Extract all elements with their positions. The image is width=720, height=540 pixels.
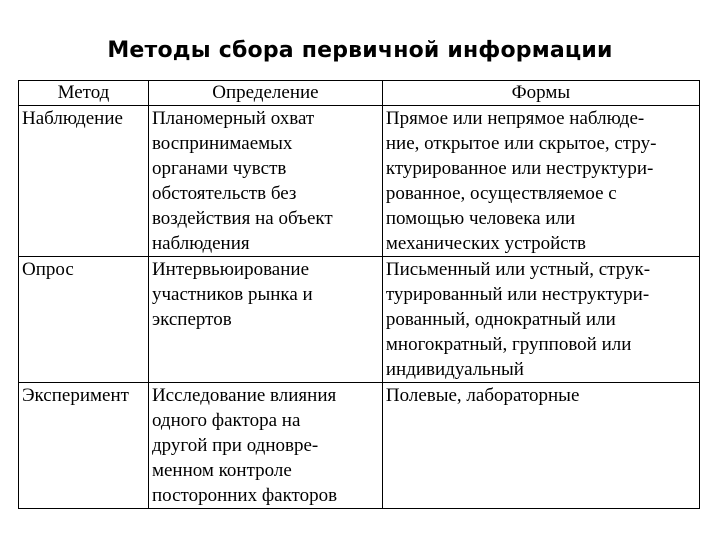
header-method: Метод	[19, 81, 149, 106]
definition-line: менном контроле	[151, 460, 292, 481]
definition-line: одного фактора на	[151, 410, 301, 431]
cell-definition	[148, 383, 382, 509]
cell-method: Наблюдение	[19, 106, 149, 257]
forms-line: многократный, групповой или	[385, 334, 632, 355]
forms-line: ние, открытое или скрытое, стру-	[385, 133, 657, 154]
table-row-survey	[19, 257, 700, 383]
cell-forms	[382, 383, 699, 509]
forms-line: рованный, однократный или	[385, 309, 616, 330]
definition-line: другой при одновре-	[151, 435, 319, 456]
header-definition: Определение	[148, 81, 382, 106]
definition-line: органами чувств	[151, 158, 287, 179]
forms-line: механических устройств	[385, 233, 586, 254]
methods-table	[18, 80, 700, 509]
forms-line: Прямое или непрямое наблюде-	[385, 108, 645, 129]
forms-line: рованное, осуществляемое с	[385, 183, 617, 204]
forms-line: помощью человека или	[385, 208, 576, 229]
page-title: Методы сбора первичной информации	[107, 38, 613, 63]
cell-method: Эксперимент	[19, 383, 149, 509]
cell-definition	[148, 257, 382, 383]
table-row-observation	[19, 106, 700, 257]
definition-line: Планомерный охват	[151, 108, 315, 129]
cell-forms	[382, 257, 699, 383]
forms-line: Полевые, лабораторные	[385, 385, 580, 406]
definition-line: участников рынка и	[151, 284, 313, 305]
table-header-row	[19, 81, 700, 106]
definition-line: Интервьюирование	[151, 259, 309, 280]
definition-line: Исследование влияния	[151, 385, 337, 406]
definition-line: наблюдения	[151, 233, 250, 254]
definition-line: посторонних факторов	[151, 485, 338, 506]
definition-line: обстоятельств без	[151, 183, 297, 204]
definition-line: экспертов	[151, 309, 232, 330]
definition-line: воспринимаемых	[151, 133, 293, 154]
cell-definition	[148, 106, 382, 257]
forms-line: Письменный или устный, струк-	[385, 259, 651, 280]
definition-line: воздействия на объект	[151, 208, 333, 229]
cell-forms	[382, 106, 699, 257]
table-row-experiment	[19, 383, 700, 509]
header-forms: Формы	[382, 81, 699, 106]
forms-line: турированный или неструктури-	[385, 284, 650, 305]
forms-line: ктурированное или неструктури-	[385, 158, 654, 179]
cell-method: Опрос	[19, 257, 149, 383]
forms-line: индивидуальный	[385, 359, 524, 380]
